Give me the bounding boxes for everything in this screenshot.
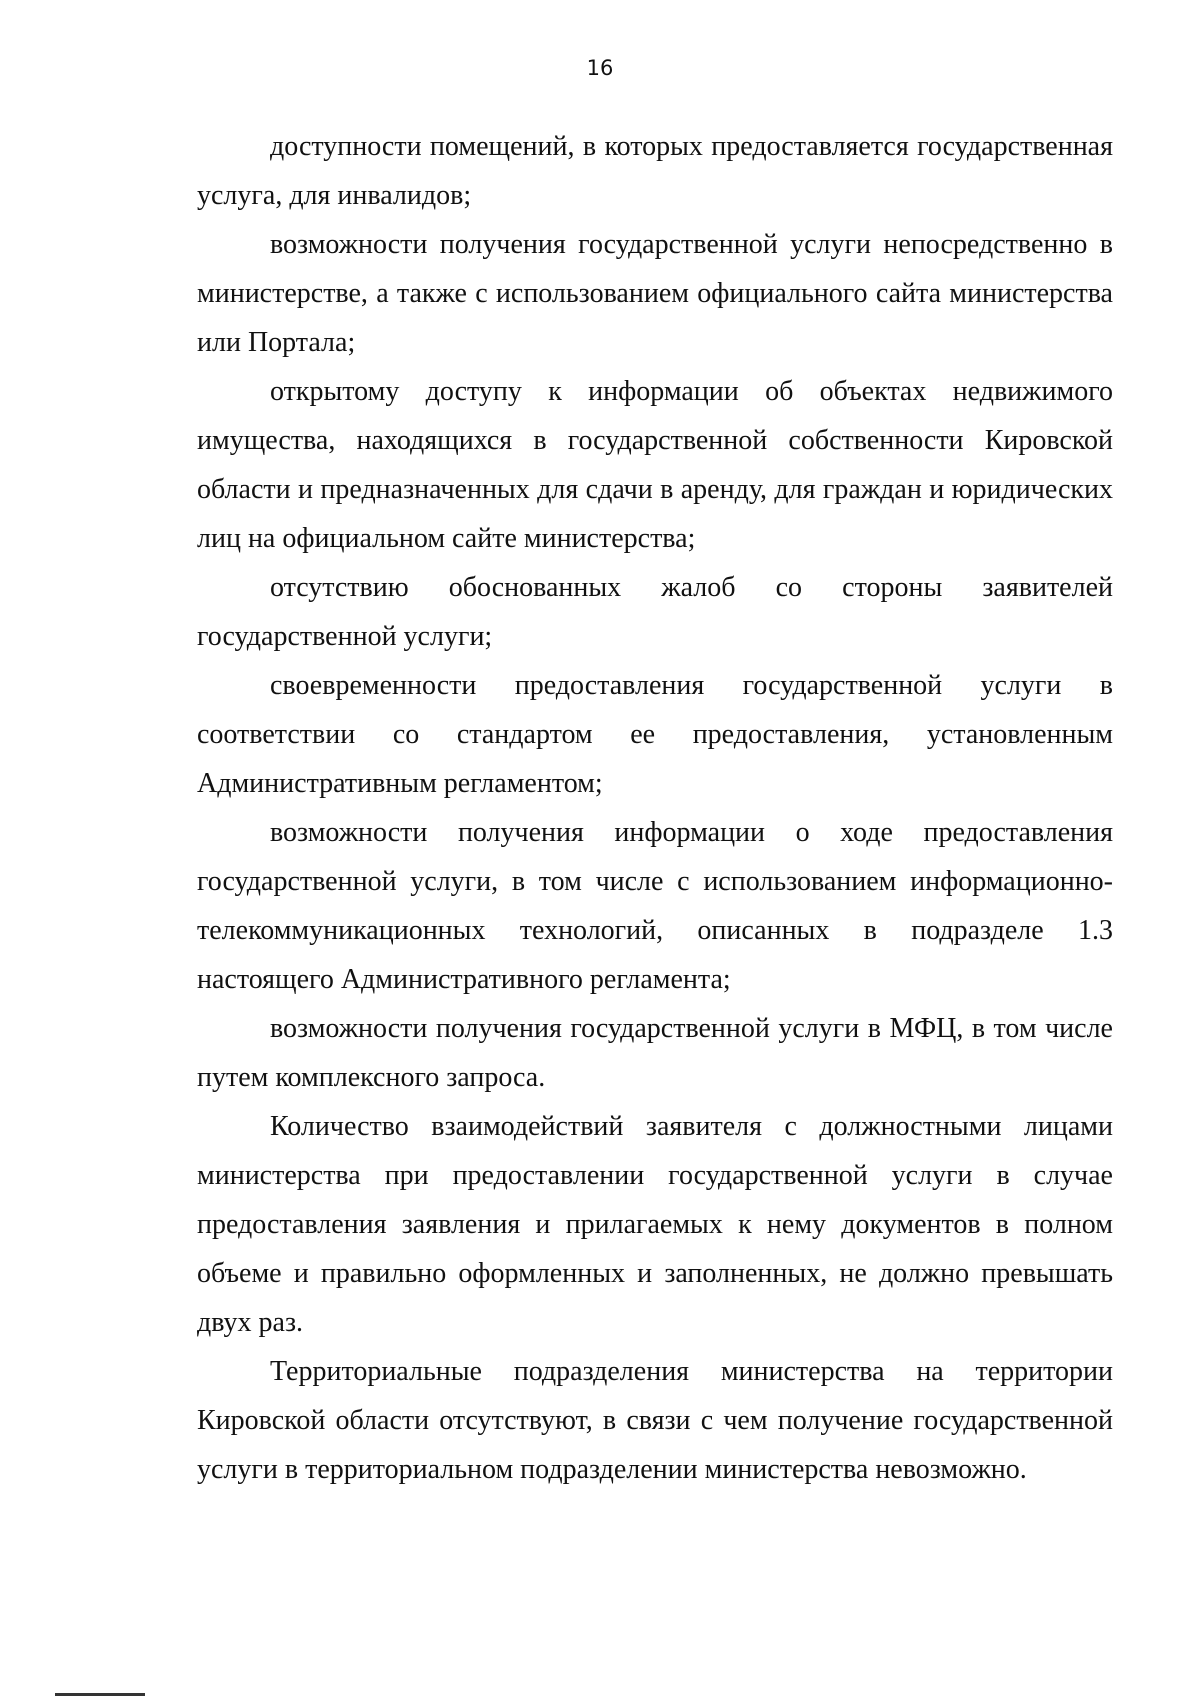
document-body xyxy=(197,122,1113,1494)
page-number: 16 xyxy=(586,56,614,80)
paragraph-progress-info: возможности получения информации о ходе предоставления государственной услуги, в том числе с использованием информационно-телекоммуникационных технологий, описанных в подразделе 1.3 настоящего Административного регламента; xyxy=(197,817,1113,995)
paragraph-accessibility-premises: доступности помещений, в которых предоставляется государственная услуга, для инвалидов; xyxy=(197,131,1113,211)
paragraph-no-complaints: отсутствию обоснованных жалоб со стороны заявителей государственной услуги; xyxy=(197,572,1113,652)
paragraph-territorial-divisions: Территориальные подразделения министерства на территории Кировской области отсутствуют, в связи с чем получение государственной услуги в территориальном подразделении министерства невозможно. xyxy=(197,1356,1113,1485)
paragraph-timeliness: своевременности предоставления государственной услуги в соответствии со стандартом ее предоставления, установленным Административным регламентом; xyxy=(197,670,1113,799)
paragraph-mfc: возможности получения государственной услуги в МФЦ, в том числе путем комплексного запроса. xyxy=(197,1013,1113,1093)
paragraph-interactions-count: Количество взаимодействий заявителя с должностными лицами министерства при предоставлении государственной услуги в случае предоставления заявления и прилагаемых к нему документов в полном объеме и правильно оформленных и заполненных, не должно превышать двух раз. xyxy=(197,1111,1113,1338)
scan-edge-mark xyxy=(55,1693,145,1696)
paragraph-open-access: открытому доступу к информации об объектах недвижимого имущества, находящихся в государственной собственности Кировской области и предназначенных для сдачи в аренду, для граждан и юридических лиц на официальном сайте министерства; xyxy=(197,376,1113,554)
paragraph-service-options: возможности получения государственной услуги непосредственно в министерстве, а также с использованием официального сайта министерства или Портала; xyxy=(197,229,1113,358)
